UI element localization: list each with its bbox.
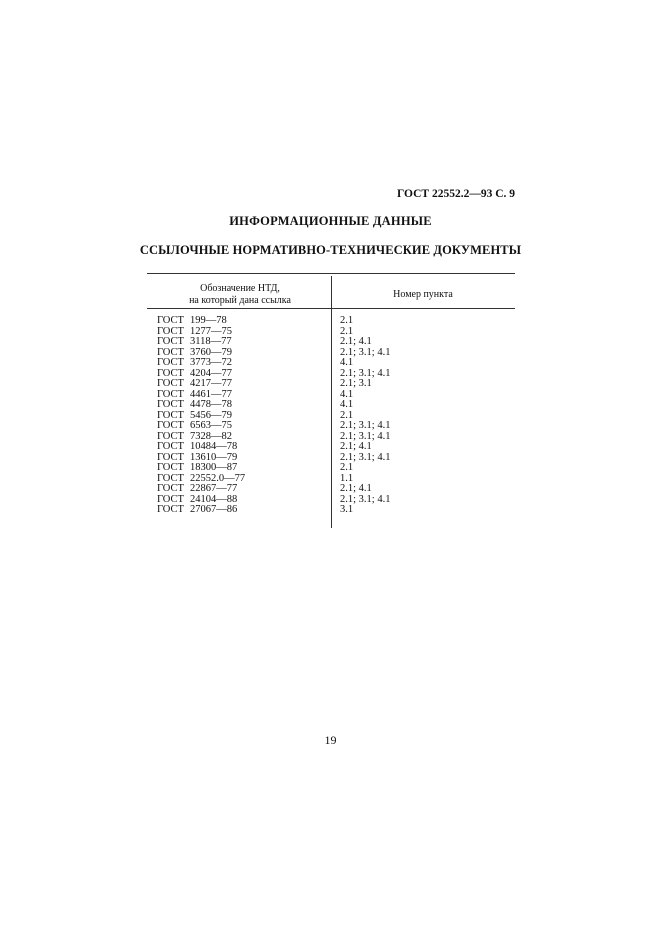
column-header-designation-line2: на который дана ссылка <box>189 295 291 306</box>
clause-numbers: 2.1; 4.1 <box>340 483 372 494</box>
table-row <box>0 379 661 390</box>
table-row <box>0 400 661 411</box>
table-row <box>0 358 661 369</box>
clause-numbers: 4.1 <box>340 357 354 368</box>
clause-numbers: 2.1 <box>340 462 354 473</box>
clause-numbers: 2.1; 3.1; 4.1 <box>340 367 391 379</box>
column-header-clause: Номер пункта <box>393 289 453 300</box>
gost-prefix: ГОСТ <box>157 441 184 452</box>
clause-numbers: 2.1; 3.1; 4.1 <box>340 430 391 442</box>
standard-number: 5456—79 <box>190 409 232 421</box>
standard-number: 4461—77 <box>190 388 232 400</box>
clause-numbers: 2.1; 3.1; 4.1 <box>340 346 391 358</box>
standard-number: 3760—79 <box>190 346 232 358</box>
table-row <box>0 495 661 506</box>
table-row <box>0 442 661 453</box>
gost-prefix: ГОСТ <box>157 357 184 368</box>
clause-numbers: 2.1 <box>340 325 354 337</box>
standard-number: 22552.0—77 <box>190 472 246 484</box>
gost-prefix: ГОСТ <box>157 451 184 463</box>
table-row <box>0 337 661 348</box>
standard-number: 4478—78 <box>190 399 232 410</box>
table-row <box>0 369 661 380</box>
standard-number: 4217—77 <box>190 378 232 389</box>
gost-prefix: ГОСТ <box>157 462 184 473</box>
table-row <box>0 505 661 516</box>
table-row <box>0 453 661 464</box>
gost-prefix: ГОСТ <box>157 378 184 389</box>
clause-numbers: 2.1; 3.1; 4.1 <box>340 420 391 431</box>
standard-number: 7328—82 <box>190 430 232 442</box>
gost-prefix: ГОСТ <box>157 493 184 505</box>
gost-prefix: ГОСТ <box>157 367 184 379</box>
gost-prefix: ГОСТ <box>157 399 184 410</box>
gost-prefix: ГОСТ <box>157 409 184 421</box>
standard-number: 10484—78 <box>190 441 238 452</box>
section-subtitle: ССЫЛОЧНЫЕ НОРМАТИВНО-ТЕХНИЧЕСКИЕ ДОКУМЕНТЫ <box>139 243 522 257</box>
gost-prefix: ГОСТ <box>157 346 184 358</box>
gost-prefix: ГОСТ <box>157 483 184 494</box>
column-header-designation-line1: Обозначение НТД, <box>200 283 280 294</box>
document-reference: ГОСТ 22552.2—93 С. 9 <box>397 188 516 200</box>
table-row <box>0 474 661 485</box>
clause-numbers: 2.1 <box>340 409 354 421</box>
clause-numbers: 2.1; 3.1; 4.1 <box>340 493 391 505</box>
standard-number: 199—78 <box>190 315 227 326</box>
clause-numbers: 4.1 <box>340 399 354 410</box>
table-row <box>0 327 661 338</box>
table-row <box>0 421 661 432</box>
standard-number: 3118—77 <box>190 336 232 347</box>
clause-numbers: 2.1; 3.1; 4.1 <box>340 451 391 463</box>
gost-prefix: ГОСТ <box>157 325 184 337</box>
gost-prefix: ГОСТ <box>157 315 184 326</box>
standard-number: 27067—86 <box>190 504 238 515</box>
table-row <box>0 432 661 443</box>
page-number: 19 <box>324 733 337 747</box>
table-top-rule <box>147 273 515 274</box>
gost-prefix: ГОСТ <box>157 420 184 431</box>
gost-prefix: ГОСТ <box>157 388 184 400</box>
standard-number: 13610—79 <box>190 451 238 463</box>
table-row <box>0 348 661 359</box>
clause-numbers: 2.1; 4.1 <box>340 336 372 347</box>
column-header-designation <box>150 283 330 307</box>
clause-numbers: 4.1 <box>340 388 354 400</box>
standard-number: 24104—88 <box>190 493 238 505</box>
clause-numbers: 1.1 <box>340 472 354 484</box>
gost-prefix: ГОСТ <box>157 336 184 347</box>
standard-number: 6563—75 <box>190 420 232 431</box>
gost-prefix: ГОСТ <box>157 472 184 484</box>
standard-number: 1277—75 <box>190 325 232 337</box>
table-body <box>0 316 661 516</box>
gost-prefix: ГОСТ <box>157 504 184 515</box>
standard-number: 4204—77 <box>190 367 232 379</box>
table-row <box>0 390 661 401</box>
gost-prefix: ГОСТ <box>157 430 184 442</box>
table-row <box>0 411 661 422</box>
standard-number: 22867—77 <box>190 483 238 494</box>
table-row <box>0 484 661 495</box>
table-row <box>0 463 661 474</box>
clause-numbers: 2.1; 4.1 <box>340 441 372 452</box>
clause-numbers: 2.1; 3.1 <box>340 378 372 389</box>
clause-numbers: 2.1 <box>340 315 354 326</box>
section-title: ИНФОРМАЦИОННЫЕ ДАННЫЕ <box>229 214 432 228</box>
table-row <box>0 316 661 327</box>
standard-number: 3773—72 <box>190 357 232 368</box>
clause-numbers: 3.1 <box>340 504 354 515</box>
standard-number: 18300—87 <box>190 462 238 473</box>
